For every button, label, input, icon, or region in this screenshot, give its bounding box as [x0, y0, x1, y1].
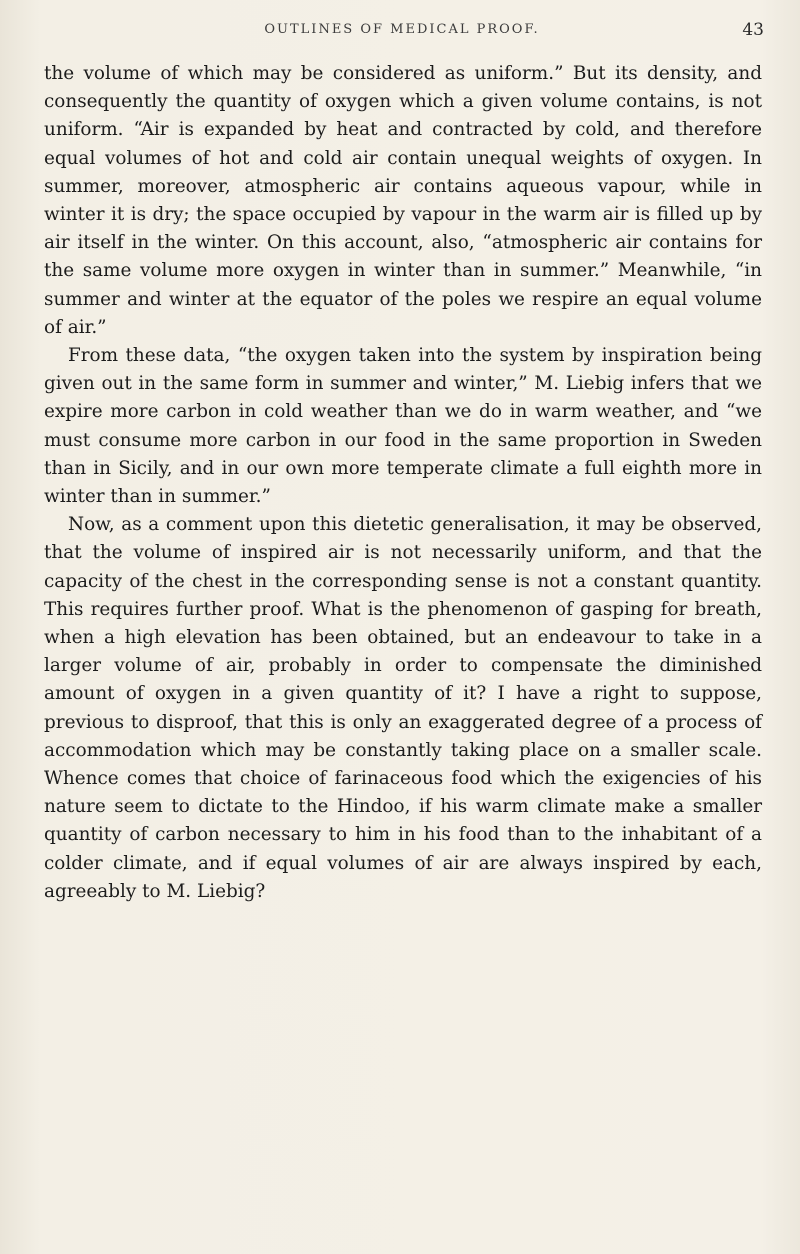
paragraph-1: the volume of which may be considered as uniform.” But its density, and consequently the quantity of oxygen which a given volume contains, is not uniform. “Air is expanded by heat and contracted by cold, and therefore equal volumes of hot and cold air contain unequal weights of oxygen. In summer, moreover, atmospheric air contains aqueous vapour, while in winter it is dry; the space occupied by vapour in the warm air is filled up by air itself in the winter. On this account, also, “atmospheric air contains for the same volume more oxygen in winter than in summer.” Meanwhile, “in summer and winter at the equator of the poles we respire an equal volume of air.”: [44, 63, 762, 338]
running-title: OUTLINES OF MEDICAL PROOF.: [264, 22, 540, 37]
paragraph-3: Now, as a comment upon this dietetic generalisation, it may be observed, that the volume of inspired air is not necessarily uniform, and that the capacity of the chest in the corresponding sense is not a constant quantity. This requires further proof. What is the phenomenon of gasping for breath, when a high elevation has been obtained, but an endeavour to take in a larger volume of air, probably in order to compensate the diminished amount of oxygen in a given quantity of it? I have a right to suppose, previous to disproof, that this is only an exaggerated degree of a process of accommodation which may be constantly taking place on a smaller scale. Whence comes that choice of farinaceous food which the exigencies of his nature seem to dictate to the Hindoo, if his warm climate make a smaller quantity of carbon necessary to him in his food than to the inhabitant of a colder climate, and if equal volumes of air are always inspired by each, agreeably to M. Liebig?: [44, 514, 762, 902]
paragraph-2: From these data, “the oxygen taken into the system by inspiration being given out in the same form in summer and winter,” M. Liebig infers that we expire more carbon in cold weather than we do in warm weather, and “we must consume more carbon in our food in the same proportion in Sweden than in Sicily, and in our own more temperate climate a full eighth more in winter than in summer.”: [44, 345, 762, 508]
body-text: [44, 60, 762, 906]
page-header: [40, 14, 764, 46]
page-number: 43: [742, 20, 764, 40]
